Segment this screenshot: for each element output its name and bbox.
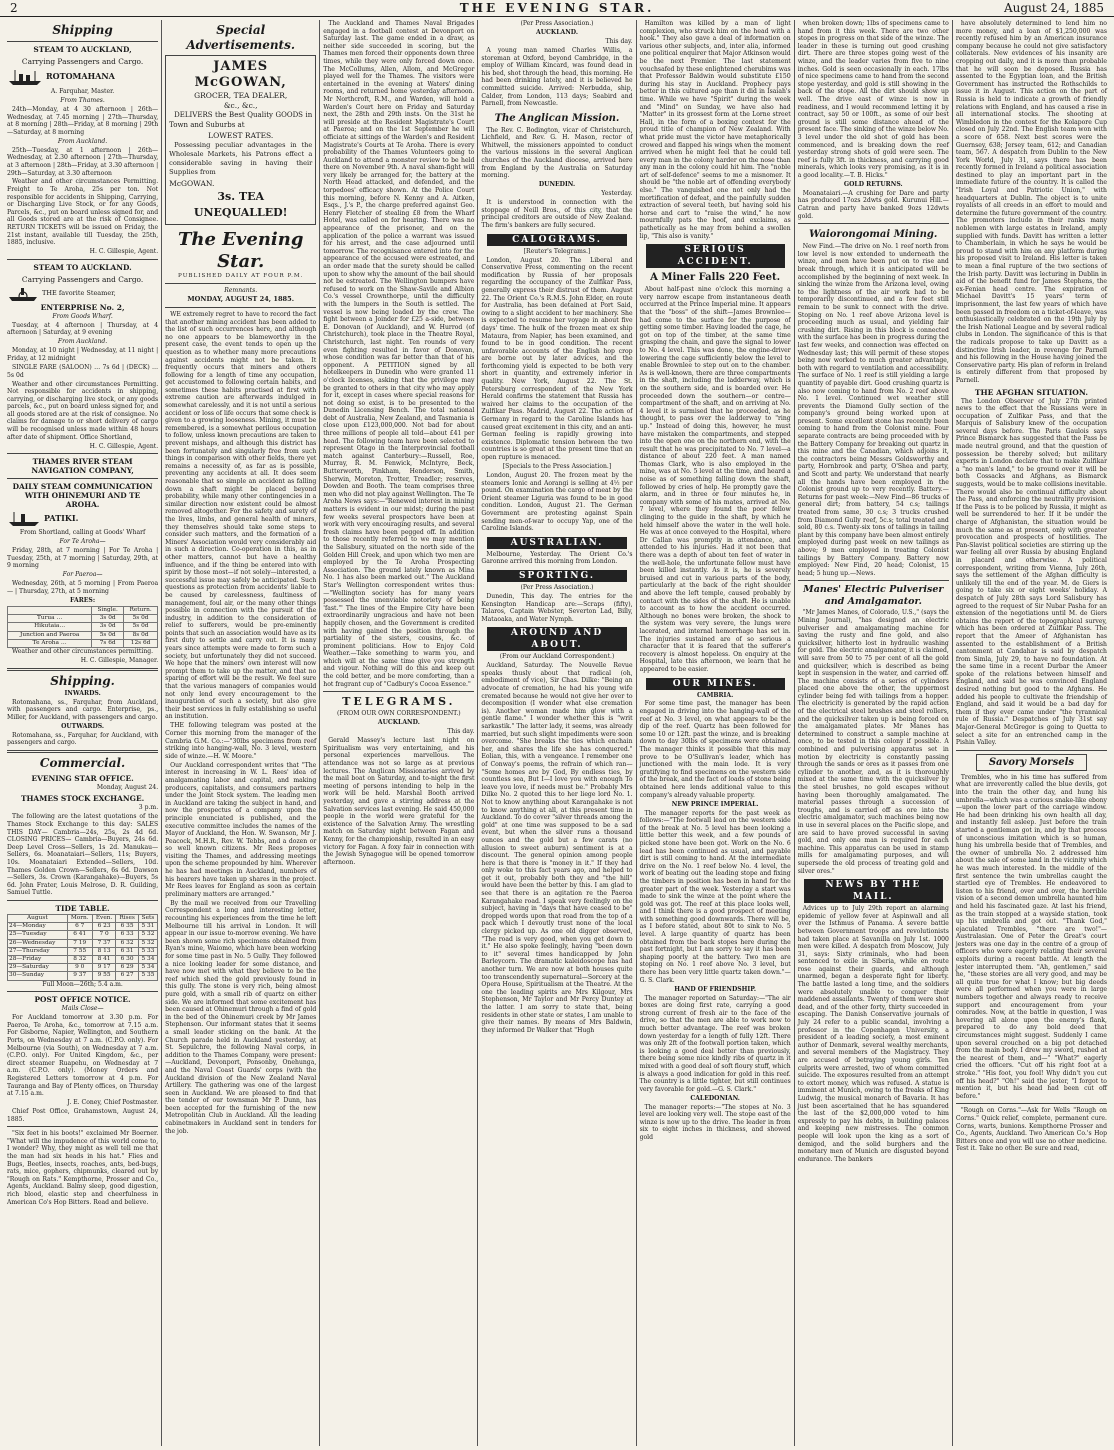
sched-head: From Auckland. — [57, 137, 108, 145]
tide-col: Morn. — [67, 914, 92, 922]
inwards-head: INWARDS. — [64, 689, 101, 697]
cell: 6 30 — [116, 955, 138, 963]
cell: 5 32 — [138, 931, 157, 939]
section-heading-special: Special Advertisements. — [186, 23, 296, 52]
table-row — [8, 955, 158, 963]
ship-name: ENTERPRISE No. 2, — [40, 302, 125, 312]
mine-text: The manager reported on Saturday:—"The air boxes are doing first rate, carrying a good strong current of fresh air to the face of the drive, so that the men are able to work now to much better advantage. The reef was broken down yesterday for a length of fully 12ft. There was only 2ft of the footwall portion taken, which is looking a good deal better than previously, there being some nice kindly ribs of quartz in it mixed with a good deal of soft floury stuff, which is always a good indication for gold in this reef. The country is a little tighter, but still continues very favorable for gold.—G. S. Clark." — [639, 994, 791, 1093]
column-7 — [953, 20, 1110, 1446]
cable-sub: [Reuter's Telegrams.] — [523, 247, 591, 255]
section-heading-commercial: Commercial. — [39, 755, 126, 770]
advert-trade: GROCER, TEA DEALER, — [194, 91, 288, 100]
section-heading-mines: OUR MINES. — [646, 678, 785, 690]
news-text: It is understood in connection with the stoppage of Neill Bros., of this city, that the principal creditors are outside of New Zealand. The firm's bankers are fully secured. — [481, 199, 633, 229]
table-row — [8, 631, 158, 639]
fares-text: SINGLE FARE (SALOON) … 7s 6d | (DECK) … 5s 0d — [7, 363, 159, 379]
cell: 6 32 — [116, 939, 138, 947]
cell: 9 0 — [67, 964, 92, 972]
savory-text: Trembles, who in his time has suffered from what are irreverently called the blue devils, got into the train the other day, and hung his umbrella—which was a curious snake-like ebony—upon the lower part of the carriage window. He had been drinking his own health all day, and instantly fell asleep. Just before the train started a gentleman got in, and by that process of unconscious imitation which is so human, hung his umbrella beside that of Trembles, and the owner of umbrella No. 2 addressed him about the sale of some land in the vicinity which he was much interested. In the middle of the first sentence the twin umbrellas caught the startled eye of Trembles. He endeavored to listen to his friend, over and over, the horrible vision of a second demon umbrella haunted him and held his fascinated gaze. At last his friend, as the train stopped at a wayside station, took up his umbrella and got out. "Thank God," ejaculated Trembles, "there are two!"—Australasian. One of Peter the Great's court jesters was one day in the centre of a group of officers who were eagerly relating their several exploits during a recent battle. At length the jester interrupted them. "Ah, gentlemen," said he, "these stories are all very good, and may be all quite true for what I know; but big deeds were all performed when you were in large numbers together and always ready to receive support and encouragement from your comrades. Now, at the battle in question, I was hovering all alone upon the enemy's flank, prepared to do any bold deed that circumstances might suggest. Suddenly I came upon several crouched on a big pot detached from the main body. I drew my sword, rushed at the nearest of them, and—" "What?" eagerly cried the officers. "Cut off his right foot at a stroke." "His foot, you fool! Why didn't you cut off his head?" "Oh!" said the jester, "I forgot to mention it, but his head had been cut off before." — [955, 773, 1107, 1100]
post-sign: Chief Post Office, Grahamstown, August 24, 1885. — [7, 1108, 159, 1123]
cell: 6 7 — [67, 923, 92, 931]
office-title: EVENING STAR OFFICE. — [31, 773, 134, 783]
section-heading-afghan: THE AFGHAN SITUATION. — [974, 387, 1088, 397]
columns — [4, 20, 1110, 1446]
mine-text: The manager reports:—"The stopes at No. 3 level are looking very well. The stope east of the winze is now up to the drive. The leader in from six to eight inches in thickness, and showed gold — [639, 1103, 791, 1142]
advert-etc: &c., &c., — [223, 101, 258, 110]
schedule-text: Monday, at 10 night | Wednesday, at 11 night | Friday, at 12 midnight — [7, 347, 159, 362]
schedule-text: Friday, 28th, at 7 morning | For Te Aroha | Tuesday, 25th, at 7 morning | Saturday, 29th, at 9 morning — [7, 547, 159, 570]
issue-date: August 24, 1885 — [1003, 1, 1104, 15]
dateline-place: DUNEDIN. — [538, 181, 576, 189]
advert-text: "Six feet in his boots!" exclaimed Mr Boerner. "What will the impudence of this world come to, I wonder? Why, they might as well tell me that the man had six heads in his hat." Flies and Bugs, Beetles, insects, roaches, ants, bed-bugs, rats, mice, gophers, chipmunks, cleared out by "Rough on Rats." Kempthorne, Prosser and Co., Agents, Auckland. Balmy sleep, good digestion, rich blood, elastic step and cheerfulness in American Co's Hop Bitters. Read and believe. — [7, 1130, 159, 1206]
cell: 27—Thursday — [8, 947, 68, 955]
notice-text: Weather and other circumstances Permitting. Not responsible for accidents in shipping, carrying, or discharging live stock, or any goods parcels, &c., put on board unless signed for, and all goods stored are at the risk of consignee. No claims for damage to or short delivery of cargo will be recognised unless made within 48 hours after date of shipment. Office Shortland, — [7, 380, 159, 441]
steam-sub: Carrying Passengers and Cargo. — [21, 274, 144, 284]
sport-text: Dunedin, This day. The entries for the Kensington Handicap are:—Scraps (fifty), Talaros, Captain Webster, Severton Lad, Billy, Mataoaka, and Water Nymph. — [481, 592, 633, 623]
cell: 5 34 — [138, 955, 157, 963]
section-heading-australian: AUSTRALIAN. — [487, 537, 626, 549]
mcgowan-advert — [165, 55, 316, 225]
editorial-text: WE extremely regret to have to record the fact that another mining accident has been added to the list of such occurrences here, and although no one appears to be blameworthy in the present case, the event tends to open up the question as to whether many more precautions against accidents might not be taken. It frequently occurs that miners and others following for a length of time any occupation, get accustomed to following certain habits, and sometimes these habits practised at first with extreme caution are afterwards indulged in somewhat carelessly, and it is not until a serious accident or loss of life occurs that some check is given to a growing looseness. Mining, it must be remembered, is a somewhat perilous occupation to follow, unless known precautions are taken to prevent mishaps, and although this district has been fortunately and singularly free from such things in comparison with other fields, there yet remains a necessity of, as far as is possible, preventing any accidents at all. It does seem reasonable that so simple an accident as falling down a shaft might be placed beyond probability, while many other contingencies in a similar direction now existent could be almost removed altogether. For the safety and surety of the lives, limbs, and general health of miners, they themselves should take some steps to consider such matters, and the formation of a Miners' Association would very considerably aid in such a direction. Co-operation in this, as in other matters, cannot but have a healthy influence, and if the thing be entered into with spirit by those most—if not solely—interested, a successful issue may safely be anticipated. Such questions as protection from accidents' liable to be caused by carelessness, faultiness of management, foul air, or the many other things possible in connection with the pursuit of the industry, in addition to the consideration of relief to sufferers, would be pre-eminently points that such an association would have as its first duty to settle and carry out. It is many years since attempts were made to form such a society, but unfortunately they did not succeed. We hope that the miners' own interest will now prompt them to take up the matter, and that no sparing of effort will be the result. We feel sure that the various managers of companies would not only lend every encouragement to the inauguration of such a society, but also give their best services in fully establishing so useful an institution. — [165, 310, 317, 721]
mine-name: HAND OF FRIENDSHIP. — [674, 985, 756, 993]
mine-text: when broken down; 1lbs of specimens came to hand from it this week. There are two other stopes in progress on that side of the winze. The leader in these is turning out good crushing dirt. There are three stopes going west of the winze, and the leader varies from five to nine inches. Gold is seen occasionally in each. 17lbs of nice specimens came to hand from the second stope yesterday, and gold is still showing in the back of the stope. All the dirt should show up well. The drive east of winze is now in readiness, and I would recommend letting it by contract, say 50 or 100ft., as some of our best ground is still some distance ahead of the present face. The sinking of the winze below No. 3 level under the old shot of gold has been commenced, and is breaking down the reef yesterday strong shots of gold were seen. The reef is fully 3ft. in thickness, and carrying good minerals, which looks very promising, as it is in a good locality.—T. B. Hicks." — [797, 20, 949, 179]
sched-head: From Goods Wharf. — [52, 312, 113, 320]
cell: 6 29 — [116, 964, 138, 972]
mine-text: For some time past, the manager has been engaged in driving into the hanging-wall of the reef at No. 3 level, on what appears to be the dip of the reef. Quartz has been followed for some 10 or 12ft. past the winze, and is breaking down to day 30lbs of specimens were obtained. The manager thinks it possible that this may prove to be O'Sullivan's leader, which has junctioned with the main lode. It is very gratifying to find specimens on the western side of the break, and the fact of loads of stone being obtained here lends additional value to this company's already valuable property. — [639, 700, 791, 799]
outwards-text: Rotomahana, ss., Farquhar, for Auckland, with passengers and cargo. — [7, 731, 159, 747]
dateline-place: AUCKLAND. — [536, 28, 578, 36]
mining-text: New Find.—The drive on No. 1 reef north from low level is now extended to underneath the winze, and men have been put on to rise and break through, which it is anticipated will be accomplished by the beginning of next week. In sinking the winze from the Arizona level, owing to the lightness of the air work had to be temporarily discontinued, and a few feet still remain to be sunk to connect with the drive. Stoping on No. 1 reef above Arizona level is proceeding much as usual, and yielding fair crushing dirt. Rising in this block is connected with the surface has been in progress during the last few weeks, and connection was effected on Wednesday last; this will permit of these stopes being now worked to much greater advantage, both with regard to ventilation and accessibility. The surface of No. 1 reef is still yielding a large quantity of payable dirt. Good crushing quartz is also now coming to hand from No. 2 reef above No. 1 level. Continued wet weather still prevents the Diamond Gully section of the company's ground being worked upon at present. Some excellent stone has recently been coming to hand from the Colonist mine. Four separate contracts are being proceeded with by the Battery Company for breaking out quartz in this mine and the Canadian, which adjoins it, the contractors being Messrs Goldsworthy and party, Hornbrook and party, O'Shea and party, and Scott and party. We understand that nearly all the hands have been employed in the Colonist ground up to very recently. Battery.—Returns for past week:—New Find—86 trucks of general dirt; from battery, 54 c.s; tailings treated from same, 30 c.s; 3 trucks crushed from Diamond Gully reef, 5c.s; total treated and sold, 80 c.s. Twenty-six tons of tailings in tailing plant by this company have been almost entirely employed during past week on new tailings as above; 9 men employed in treating Colonist tailings by Battery Company. Battery now employed: New Find, 20 head; Colonist, 15 head; 5 hung up.—News. — [797, 243, 949, 577]
tide-table — [7, 914, 158, 981]
table-row — [8, 964, 158, 972]
section-heading-savory: Savory Morsels — [976, 754, 1087, 771]
tide-col: Rises — [116, 914, 138, 922]
page-number: 2 — [10, 1, 18, 15]
section-heading-sporting: SPORTING. — [487, 570, 626, 582]
exchange-title: THAMES STOCK EXCHANGE. — [20, 794, 145, 804]
steamship-icon — [7, 511, 41, 527]
cell: 6 31 — [116, 947, 138, 955]
column-5 — [637, 20, 795, 1446]
mine-name: CAMBRIA. — [697, 691, 734, 699]
ship-patiki — [7, 511, 158, 527]
cell: 5 34 — [138, 964, 157, 972]
cell: 7 0 — [92, 931, 116, 939]
ship-rotomahana — [7, 68, 158, 86]
fares-table — [7, 606, 158, 648]
cell: 8 13 — [92, 947, 116, 955]
press-assoc-label: (Per Press Association.) — [520, 20, 594, 27]
news-text: The Auckland and Thames Naval Brigades engaged in a football contest at Devonport on Saturday last. The game ended in a draw, as neither side succeeded in scoring, but the Thames men forced their opponents down three times, while they were only forced down once. The McCollums, Allen, Allom, and McGregor played well for the Thames. The visitors were entertained in the evening at Waters' dining rooms, and returned home yesterday afternoon. Mr Northcroft, R.M., and Warden, will hold a Warden's Court here on Friday and Saturday next, the 28th and 29th insts. On the 31st he will preside at the Resident Magistrate's Court at Paeroa; and on the 1st September he will officiate at sittings of the Warden's and Resident Magistrate's Courts at Te Aroha. There is every probability of the Thames Volunteers going to Auckland to attend a monster review to be held there on November 9th. A naval sham-fight will very likely be arranged for, the battery at the North Head attacked, and defended, and the torpedoes' efficacy shown. At the Police Court this morning, before N. Kenny and A. Aitken, Esqs., J.'s P., the charge preferred against Geo. Henry Fletcher of stealing £8 from the Wharf Hotel, was called on for hearing. There was no appearance of the prisoner, and on the application of the police a warrant was issued for his arrest, and the case adjourned until tomorrow. The recognisance entered into for the appearance of the accused were estreated, and an order made that the surety should be called upon to show why the amount of the bail should not be estreated. The Wellington bumpers have refused to work on the Shaw-Savile and Albion Co.'s vessel Crownthorpe, until the difficulty with the lumpers in the South is settled. The vessel is now being loaded by the crew. The fight between a Joinder for £25 a-side, between E. Donovan (of Auckland), and W. Hurrod (of Christchurch), took place in the Theatre Royal, Christchurch, last night. Ten rounds of very even fighting resulted in favor of Donovan, whose condition was far better than that of his opponent. A PETITION signed by all hotelkeepers in Dunedin who were granted 11 o'clock licenses, asking that the privilege may be granted to others in that city who may apply for it, except in cases where special reasons for not doing so exist, is to be presented to the Dunedin Licensing Bench. The total national debt of Australia, New Zealand, and Tasmania is close upon £123,000,000. Not bad for about three millions of people all told—about £41 per head. The following team have been selected to represent Otago in the Interprovincial football match against Canterbury:—Russell, Roe, Murray, R. M. Fenwick, McIntyre, Beck, Butterworth, Pinkham, Henderson, Smith, Sherwin, Moreton, Trotter, Treadler; reserves, Dowden and Booth. The team comprises three men who did not play against Wellington. The Te Aroha News says:—"Renewed interest in mining matters is evident in our midst; during the past few weeks several prospectors have been at work with very encouraging results, and several fresh claims have been pegged off. In addition to those recently referred to we may mention the Salisbury, situated on the north side of the Golden Hill Creek, and upon which two men are employed by the Te Aroha Prospecting Association. The ground lately known as Mina No. 1 has also been marked out." The Auckland Star's Wellington correspondent writes thus:—"Wellington society has for many years possessed the unenviable notoriety of being 'fast.'" The lines of the Empire City have been extraordinarily ungracious and have not been happily chosen, and the Government is credited with having gained the position through the partiality of the sisters, cousins, &c. of prominent politicians. How to Enjoy Cold Weather.—Take something to warm you, and which will at the same time give you strength and vigour. Nothing will do this and keep out the cold better, and be more comforting, than a hot fragrant cup of "Cadbury's Cocoa Essence." — [323, 20, 475, 688]
cell: 3s 0d — [92, 615, 124, 623]
table-row — [8, 972, 158, 980]
returns-head: GOLD RETURNS. — [843, 180, 903, 188]
advert-text: LOWEST RATES. — [208, 131, 274, 141]
mine-name: NEW PRINCE IMPERIAL. — [671, 800, 759, 808]
section-heading-shipping: Shipping. — [50, 673, 115, 688]
news-text: The Rev. C. Bodington, vicar of Christchurch, Lichfield, and Rev. G. H. Mason, rector of Whitwell, the missioners appointed to conduct the various missions in the several Anglican churches of the Auckland diocese, arrived here from England by the Australia on Saturday morning. — [481, 126, 633, 180]
fares-col — [8, 606, 92, 614]
steam-auckland-sub: Carrying Passengers and Cargo. — [21, 57, 144, 66]
steam-auckland-title: STEAM TO AUCKLAND, — [33, 45, 132, 54]
column-3 — [320, 20, 478, 1446]
afghan-text: The London Observer of July 27th printed news to the effect that the Russians were in occupation of Zulfikar Pass, and that the Marquis of Salisbury knew of the occupation several days before. The Paris Gaulois says Prince Bismarck has suggested that the Pass be made neutral ground, and that the question of possession be thereby solved; but military experts in London declare that to make Zulfikar a "no man's land," to be ground over it will be both Cossacks and Afghans, as Bismarck suggests, would be to make collisions inevitable. There would also be continual difficulty about the Pass, and enforcing the neutrality provision. If the Pass is to be policed by Russia, it might as well be surrendered to her. If it be under the charge of Afghanistan, the situation would be much the same as at present, only with greater provocation and prospects of hostilities. The Pan-Slavist political societies are stirring up the war feeling all over Russia by abusing England in placard and otherwise. A political correspondent, writing from Vienna, July 26th, says the settlement of the Afghan difficulty is unlikely till the end of the year. M. de Giers is going to take six or eight weeks' holiday. A despatch of July 28th says Lord Salisbury has agreed to the request of Sir Nubar Pasha for an extension of the negotiations until M. de Giers obtains the report of the topographical survey, which has been ordered at Zulfikar Pass. The report that the Ameer of Afghanistan has assented to the establishment of a British cantonment at Candahar is said by despatch from Simla, July 29, to have no foundation. At the same time in a recent Durbar the Ameer spoke of the relations between himself and England, and said he was convinced England desired nothing but good to the Afghans. He added his people to cultivate the friendship of England, and said it would be a bad day for them if they ever came under "the tyrannical rule of Russia." Despatches of July 31st say Major-General McGregor is going to Quetta to select a site for an entrenched camp in the Pishin Valley. — [955, 397, 1107, 747]
cell: 6 35 — [116, 923, 138, 931]
cell: 7 55 — [67, 947, 92, 955]
cell: 7 37 — [92, 939, 116, 947]
advert-tea: 3s. TEA UNEQUALLED! — [193, 189, 288, 219]
dateline-day: This day. — [605, 37, 633, 45]
post-text: For Auckland tomorrow at 3.30 p.m. For Paeroa, Te Aroha, &c., tomorrow at 7.15 a.m. For Gisborne, Napier, Wellington, and Southern Ports, on Wednesday at 7 a.m. (C.P.O. only). For Melbourne (via South), on Wednesday at 7 a.m. (C.P.O. only). For United Kingdom, &c., per direct steamer Ruapehu, on Wednesday at 7 a.m. (C.P.O. only). (Money Orders and Registered Letters tomorrow at 4 p.m. For Tauranga and Bay of Plenty offices, on Thursday at 7.15 a.m. — [7, 1014, 159, 1098]
section-heading-shipping: Shipping — [52, 23, 113, 37]
section-heading-manes: Manes' Electric Pulveriser and Amalgamator. — [803, 584, 944, 608]
news-text: A young man named Charles Willis, a storeman at Oxford, beyond Cambridge, in the employ of William Kincard, was found dead in his bed, shot through the head, this morning. He had been drinking lately, and it is believed he committed suicide. Arrived: Nerbudda, ship, Calder, from London, 113 days; Seabird and Parnell, from Newcastle. — [481, 46, 633, 108]
table-row — [8, 615, 158, 623]
news-text: By the mail we received from our Travelling Correspondent a long and interesting letter, recounting his experiences from the time he left Melbourne till his arrival in London. It will appear in our issue to-morrow evening. We have been shown some rich specimens obtained from Ryan's mine, Waiomo, which have been working for some time past in No. 5 Gully. They followed a nice looking leader for some distance, and have now met with what they believe to be the reef which shed the gold previously found in this gully. The stone is very rich, being almost pure gold, with a small rib of quartz on either side. We are informed that some excitement has been caused at Ohinemuri through a find of gold in the bed of the Ohinemuri creek by Mr James Stephenson. Our informant states that it seems a small leader sticking on the bank. At the Church parade held in Auckland yesterday, at St. Sepulchre, the following Naval corps, in addition to the Thames Company, were present:—Auckland, Devonport, Ponsonby, Onehunga, and the Naval Coast Guards' corps (with the Auckland division of the New Zealand Naval Artillery. The gathering was one of the largest seen in Auckland. We are pleased to find that the tender of our townsman Mr P. Dunn, has been accepted for the furnishing of the new Metropolitan Club in Auckland. All the leading cabinetmakers in Auckland sent in tenders for the job. — [165, 899, 317, 1135]
cell: 5 33 — [138, 947, 157, 955]
paddle-steamer-icon — [7, 286, 39, 302]
table-row — [8, 623, 158, 631]
masthead — [0, 0, 1114, 17]
paper-title: The Evening Star. — [177, 228, 304, 272]
dateline-day: This day. — [447, 728, 475, 736]
section-heading-accident: SERIOUS ACCIDENT. — [646, 244, 785, 268]
tide-moon: Full Moon—26th; 5.4 a.m. — [42, 980, 123, 988]
cell: Te Aroha … — [8, 639, 92, 647]
column-4 — [478, 20, 636, 1446]
published-line: PUBLISHED DAILY AT FOUR P.M. — [178, 272, 304, 279]
column-1 — [4, 20, 162, 1446]
issue-date-line: MONDAY, AUGUST 24, 1885. — [187, 295, 295, 304]
agent-name: H. C. Gillespie, Agent. — [89, 442, 159, 450]
ship-name: PATIKI. — [44, 513, 79, 524]
table-row — [8, 939, 158, 947]
table-row — [8, 639, 158, 647]
cell: 7s 6d — [92, 639, 124, 647]
notice-text: Weather and other circumstances permitting. — [12, 647, 154, 655]
company-title: THAMES RIVER STEAM NAVIGATION COMPANY, — [31, 457, 134, 476]
table-row — [8, 931, 158, 939]
section-heading-telegrams: TELEGRAMS. — [342, 695, 456, 709]
section-heading-around: AROUND AND ABOUT. — [487, 627, 626, 651]
telegrams-sub: (FROM OUR OWN CORRESPONDENT.) — [337, 710, 461, 718]
cell: 8s 0d — [123, 631, 157, 639]
fares-head: FARES: — [70, 596, 96, 604]
cell: 6 41 — [67, 931, 92, 939]
schedule-text: Tuesday, at 4 afternoon | Thursday, at 4 afternoon | Saturday, at 9 evening — [7, 321, 159, 337]
ship-master: A. Farquhar, Master. — [50, 88, 115, 95]
cell: 24—Monday — [8, 923, 68, 931]
news-text: Melbourne, Yesterday. The Orient Co.'s Garonne arrived this morning from London. — [481, 550, 633, 566]
agent-name: H. C. Gillespie, Agent. — [89, 248, 159, 256]
cell: Turua … — [8, 615, 92, 623]
table-row — [8, 923, 158, 931]
cell: 28—Friday — [8, 955, 68, 963]
cell: 29—Saturday — [8, 964, 68, 972]
cell: 8 41 — [92, 955, 116, 963]
schedule-text: 25th—Tuesday, at 1 afternoon | 26th—Wednesday, at 2.30 afternoon | 27th—Thursday, at 3 afternoon | 28th—Friday, at 3.30 afternoon | 29th—Saturday, at 3.30 afternoon — [7, 146, 159, 177]
ship-name: ROTOMAHANA — [46, 71, 115, 82]
newspaper-title: THE EVENING STAR. — [459, 1, 655, 15]
sched-head: For Te Aroha— — [59, 538, 106, 546]
inwards-text: Rotomahana, ss., Farquhar, from Auckland, with passengers and cargo. Enterprise, ps., Miller, for Auckland, with passengers and cargo. — [7, 698, 159, 721]
sport-sub: (Per Press Association.) — [520, 583, 594, 591]
fares-col: Return. — [123, 606, 157, 614]
accident-text: About half-past nine o'clock this morning a very narrow escape from instantaneous death occurred at the Prince Imperial mine. It appears that the "boss" of the shift—James Brownlee—had come to the surface for the purpose of getting some timber. Having loaded the cage, he got on top of the timber, at the same time grasping the chain, and gave the signal to lower to No. 4 level. This was done, the engine-driver lowering the cage sufficiently below the level to enable Brownlee to step out on to the chamber. As is well-known, there are three compartments in the shaft, including the ladderway, which is on the southern side, and is boarded over. He proceeded down the southern—or centre—compartment of the shaft, and on arriving at No. 4 level it is surmised that he proceeded, as he thought, to pass over the ladderway to "ring up." Instead of doing this, however, he must have mistaken the compartments, and stepped into the open one on the northern end, with the result that he was precipitated to No. 7 level—a distance of about 220 feet. A man named Thomas Clark, who is also employed in the mine, was at No. 5 level at the time, and heard a noise as of something falling down the shaft, followed by cries of help. He promptly gave the alarm, and in three or four minutes he, in company with some of his mates, arrived at No. 7 level, where they found the poor fellow clinging to the guide in the shaft, by which he held himself above the water in the well hole. He was at once conveyed to the Hospital, where Dr Callan was promptly in attendance, and attended to his injuries. Had it not been that there was a depth of about ten feet of water in the well-hole, the unfortunate fellow must have been killed instantly. As it is, he is severely bruised and cut in various parts of the body, particularly at the back of the right shoulder and above the left temple, caused probably by contact with the sides of the shaft. He is unable to account as to how the accident occurred. Although no bones were broken, the shock to the system was very severe, the lungs were lacerated, and internal hemorrhage has set in. The injuries sustained are of so serious a character that it is feared that the sufferer's recovery is almost hopeless. On enquiry at the Hospital, late this afternoon, we learn that he appeared to be easier. — [639, 286, 791, 673]
agent-name: H. C. Gillespie, Manager. — [80, 656, 159, 664]
cell: 5s 0d — [92, 631, 124, 639]
cell: 7 19 — [67, 939, 92, 947]
telegram-text: THE following telegram was posted at the Corner this morning from the manager of the Cambria G.M. Co.:—"30lbs specimens from reef striking into hanging-wall, No. 3 level, western side of winze.—H. W. Moore." — [165, 722, 317, 760]
schedule-text: Wednesday, 26th, at 5 morning | From Paeroa— | Thursday, 27th, at 5 morning — [7, 580, 159, 595]
cell: 9 17 — [92, 964, 116, 972]
cell: 30—Sunday — [8, 972, 68, 980]
section-heading-waiorongomai: Waiorongomai Mining. — [809, 229, 938, 241]
news-text: have absolutely determined to lend him no more money, and a loan of $1,250,000 was recently refused him by an American insurance company because he could not give satisfactory collaterals. New evidences of his insanity are cropping out daily, and it is more than probable that he will soon be deposed. Russia has assented to the Egyptian loan, and the British Government has instructed the Rothschilds to issue it in August. This action on the part of Russia is held to indicate a growth of friendly relations with England, and has caused a rise in all international stocks. The shooting at Wimbledon in the contest for the Kolapore Cup closed on July 22nd. The English team won with a score of 658. Next best scores were the Guernsey, 638; Jersey team, 612; and Canadian team, 567. A despatch from Dublin to the New York World, July 31, says there has been recently formed in Ireland a political association destined to play an important part in the immediate future of the country. It is called the "Irish Loyal and Patriotic Union," with headquarters at Dublin. The object is to unite royalists of all creeds in an effort to mould and determine the future government of the country. The promoters include in their ranks many noblemen with large estates in Ireland, amply supplied with funds. Davitt has written a letter to Chamberlain, in which he says he would be proud to stand with him on any platform during his proposed visit to Ireland. His letter is taken to mean a final rupture of the two sections of the Irish party. Davitt was lecturing in Dublin in aid of the benefit fund for James Stephens, the ex-Fenian head centre. The expiration of Michael Davitt's 15 years' term of imprisonment, the last few years of which have been passed in freedom on a ticket-of-leave, was enthusiastically celebrated on the 19th July by the Irish National League and by several radical clubs in London. The significance of this is that the radicals propose to take up Davitt as a distinctive Irish leader, in revenge for Parnell and his following in the House having joined the Conservative party. His plan of reform in Ireland is entirely different from that proposed by Parnell. — [955, 20, 1107, 384]
column-2 — [162, 20, 320, 1446]
cell: 25—Tuesday — [8, 931, 68, 939]
telegram-text: Gerald Massey's lecture last night on Spiritualism was very entertaining, and his personal experiences marvellous. The attendance was not so large as at previous lectures. The Anglican Missionaries arrived by the mail boat on Saturday, and to-night the first meeting of persons intending to help in the work will be held. Marshal Booth arrived yesterday, and gave a stirring address at the Salvation services last evening. He said 450,000 people in the world were grateful for the existence of the Salvation Army. The wrestling match on Saturday night between Fagan and Kenny, for the championship, resulted in an easy victory for Fagan. A foxy fair in connection with the Jewish Synagogue will be opened tomorrow afternoon. — [323, 737, 475, 866]
ship-intro: THE favorite Steamer, — [42, 289, 116, 298]
ship-from: From Shortland, calling at Goods' Wharf — [19, 529, 146, 537]
exchange-text: The following are the latest quotations of the Thames Stock Exchange to this day: SALES THIS DAY— Cambria—24s, 25s, 2s 4d 6d. CLOSING PRICES— Cambria—Buyers, 24s 6d. Deep Level Cross—Sellers, 1s 2d. Manukau—Sellers, 6s. Moanataiari—Sellers, 11s; Buyers, 10s. Moanataiari Extended—Sellers, 10d. Thames Golden Crown—Sellers, 6s 6d. Dawson—Sellers, 3s. Crown (Karangahake)—Buyers, 5s 6d. John Frater, Louis Melrose, D. R. Guilding, Samuel Tuttle. — [7, 813, 159, 897]
cell: 5 32 — [138, 939, 157, 947]
sched-head: For Paeroa— — [62, 571, 103, 579]
steamship-icon — [7, 68, 43, 86]
cell: 5 35 — [138, 972, 157, 980]
advert-text: McGOWAN. — [169, 178, 215, 188]
cell: 26—Wednesday — [8, 939, 68, 947]
tide-title: TIDE TABLE. — [55, 903, 110, 913]
table-row — [8, 947, 158, 955]
post-title: POST OFFICE NOTICE. — [34, 995, 131, 1005]
advert-text: Possessing peculiar advantages in the Wholesale Markets, his Patrons effect a considerable saving in having their Supplies from — [169, 141, 313, 177]
cell: 6 33 — [116, 931, 138, 939]
remnants-label: Remnants. — [224, 287, 258, 295]
accident-subhead: A Miner Falls 220 Feet. — [650, 272, 781, 284]
section-heading-news-mail: NEWS BY THE MAIL. — [804, 879, 943, 903]
news-text: Advices up to July 29th report an alarming epidemic of yellow fever at Aspinwall and all over the Isthmus of Panama. A severe battle between Government troops and revolutionists had taken place at Savanilla on July 1st. 1000 men were killed. A despatch from Moscow, July 31, says: Sixty criminals, who had been sentenced to exile in Siberia, while en route rose against their guards, and although unarmed, began a desperate fight for liberty. The battle lasted a long time, and the soldiers were absolutely unable to conquer their maddened assailants. Twenty of them were shot dead, and of the other forty, thirty succeeded in escaping. The Danish Conservative journals of July 24 refer to a public scandal, involving a professor in the Copenhagen University, a president of a leading society, a most eminent author of Denmark, several wealthy merchants, and several members of the Magistracy. They are accused of betraying young girls. Ten culprits were arrested, two of whom committed suicide. The exposures resulted from an attempt to extort money, which was refused. A statue is imminent at Munich, owing to the freaks of King Ludwig, the musical monarch of Bavaria. It has just been ascertained that he has squandered the last of the $2,000,000 voted to him expressly to pay his debts, in building palaces and keeping new mistresses. The common people will look upon the king as a sort of demigod, and the solid burghers and the monetary men of Munich are disgusted beyond endurance. The bankers — [797, 905, 949, 1163]
outwards-head: OUTWARDS. — [61, 722, 105, 730]
cell: Hikutaia… — [8, 623, 92, 631]
dateline-place: AUCKLAND. — [377, 719, 420, 727]
manes-text: "Mr James Manes, of Colorado, U.S.," (says the Mining Journal), "has designed an electric pulveriser and amalgamating machine for saving the rusty and fine gold, and also quicksilver, hitherto lost in hydraulic washing for gold. The electric amalgamator, it is claimed, will save from 50 to 75 per cent of all the gold and quicksilver, which is described as being kept in suspension in the water, and carried off. The machine consists of a series of cylinders placed one above the other, the uppermost cylinder being fed with tailings from a hopper. The electricity is generated by the rapid action of the electrical steel brushes and steel rollers, and the quicksilver taken up is being forced on the amalgamated plates. Mr Manes has determined to construct a sample machine at once, to be tested in this colony if possible. A combined and pulverising apparatus set in motion by electricity is constantly passing through the sands or ores as it passes from one cylinder to another, and, as it is thoroughly mixed at the same time with the quicksilver by the steel brushes, no gold escapes without having been thoroughly amalgamated. The material passes through a succession of troughs, and is carried off as ore into the electric amalgamator, such machines being now in use in several places on the Pacific slope, and are said to have proved successful in saving gold, and only one man is required for each machine. This apparatus can be used in stamp mills for amalgamating purposes, and will supersede the old process of treating gold and silver ores." — [797, 609, 949, 875]
advert-text: DELIVERS the Best Quality GOODS in Town and Suburbs at — [169, 111, 313, 129]
cell: 8 32 — [67, 955, 92, 963]
mine-name: CALEDONIAN. — [690, 1094, 740, 1102]
daily-title: DAILY STEAM COMMUNICATION WITH OHINEMURI AND TE AROHA. — [12, 482, 153, 510]
cell: 5 31 — [138, 923, 157, 931]
special-text: London, August 20. The frozen meat by the steamers Ionic and Aorangi is selling at 4½ per pound. On examination the cargo of meat by the Orient steamer Liguria was found to be in good condition. London, August 21. The German Government are protesting against Spain sending men-of-war to occupy Yap, one of the Caroline Islands. — [481, 471, 633, 533]
cell: 5s 0d — [123, 623, 157, 631]
notice-text: Weather and other circumstances Permitting. Freight to Te Aroha, 25s per ton. Not responsible for accidents in Shipping, Carrying, or Discharging Live Stock, or for any Goods, Parcels, &c., put on board unless signed for, and all Goods stored are at the risk of Consignee. RETURN TICKETS will be issued on Friday, the 21st instant, available till Tuesday, the 25th, 1885, inclusive. — [7, 178, 159, 247]
office-date: Monday, August 24. — [96, 783, 159, 791]
tide-col: August — [8, 914, 68, 922]
advert-name: JAMES McGOWAN, — [194, 59, 287, 90]
around-text: Hamilton was killed by a man of light complexion, who struck him on the head with a hook." They also gave a deal of information on various other subjects, and, inter alia, informed one political enquirer that Major Atkinson would be the next Premier. The last statement vouchsafed by these enlightened cherubims was that Professor Baldwin would substitute £150 during his stay in Auckland. Prophecy pays better in this cultured age than it did in Isaiah's time. While we have "Spirit" during the week and "Mind" on Sunday, we have also had "Matter" in its grossest form at the Lorne street Hall, in the form of a boxing contest for the proud title of champion of New Zealand. With what pride must the victor have metaphorically crowed and flapped his wings when the moment arrived when he might feel that he could tell every man in the colony harder on the nose than any man in the colony could hit him. The "noble art of self-defence" seems to me a misnomer. It should be "the noble art of offending everybody else." The vanquished one not only had the mortification of defeat, and the painfully sudden extraction of several teeth, but having sold his horse and cart to "raise the wind," he now mournfully pats the hoof, and exclaims, as pathetically as he may from behind a swollen lip, "This also is vanity." — [639, 20, 791, 240]
ship-enterprise — [7, 286, 158, 302]
post-sign: J. E. Coney, Chief Postmaster. — [67, 1099, 159, 1107]
mine-text: The manager reports for the past week as follows:—"The footwall lead on the western side of the break at No. 5 level has been looking a little better this week, and a few pounds of picked stone have been got. Work on the No. 6 lead has been continued as usual, and payable dirt is still coming to hand. At the intermediate drive on the No. 1 reef below No. 4 level, the work of beating out the leading stope and fixing the timbers in position has been in hand for the greater part of the week. Yesterday a start was made to sink the winze at the point where the gold was got. The reef at this place looks well, and I think there is a good prospect of meeting with something good downwards. There will be, as I before stated, about 80t to sink to No. 5 level. A large quantity of quartz has been obtained from the back stopes here during the past fortnight, but I am sorry to say it has been shaping poorly at the battery. Two men are stoping on No. 1 reef above No. 3 level, but there has been very little quartz taken down."—G. S. Clark. — [639, 809, 791, 984]
tide-col: Sets — [138, 914, 157, 922]
dateline-day: Yesterday. — [601, 190, 633, 198]
tide-col: Even. — [92, 914, 116, 922]
cell: 3s 0d — [92, 623, 124, 631]
cable-text: London, August 20. The Liberal and Conservative Press, commenting on the recent modification by Russia of her proposals regarding the occupancy of the Zulfikar Pass, generally express their distrust of them. August 22. The Orient Co.'s R.M.S. John Elder, en route for Australia, has been detained at Port Said, owing to a slight accident to her machinery. She is expected to resume her voyage in about five days' time. The hulk of the frozen meat ex ship Mataura, from Napier, has been examined, and found to be in good condition. The recent unfavorable accounts of the English hop crop are borne out by later advices, and the forthcoming yield is expected to be both very short in quantity, and extremely inferior in quality. New York, August 22. The St. Petersburg correspondent of the New York Herald confirms the statement that Russia has waived her claims to the occupation of the Zulfikar Pass. Madrid, August 22. The action of Germany in regard to the Caroline Islands has caused great excitement in this city, and an anti-German feeling is rapidly growing into existence. Diplomatic tension between the two countries is so great at the present time that an open rupture is menaced. — [481, 256, 633, 462]
around-sub: (From our Auckland Correspondent.) — [499, 653, 615, 661]
schedule-text: 24th—Monday, at 4 30 afternoon | 26th—Wednesday, at 7.45 morning | 27th—Thursday, at 8 morning | 28th—Friday, at 8 morning | 29th—Saturday, at 8 morning — [7, 105, 159, 136]
special-label: [Specials to the Press Association.] — [502, 463, 612, 470]
sched-head: From Auckland. — [57, 338, 108, 346]
correspondent-text: Our Auckland correspondent writes that "The interest in increasing in W. L. Rees' idea of amalgamating labor and capital, and making producers, capitalists, and consumers partners under the Joint Stock system. The leading men in Auckland are taking the subject in hand, and now the prospectus of a company upon the principle enunciated is published, and the executive committee includes the names of the Mayor of Auckland, the Hon. W. Swanson, Mr J. Peacock, M.H.R., Rev. W. Tebbs, and a dozen or so well known citizens. Mr Rees proposes visiting the Thames, and addressing meetings upon the scheme propounded by him. Wherever he has had meetings in Auckland, numbers of his hearers have taken up shares in the project. Mr Rees leaves for England as soon as certain preliminary matters are arranged." — [165, 761, 317, 898]
section-heading-mission: The Anglican Mission. — [494, 112, 620, 124]
column-6 — [795, 20, 953, 1446]
returns-text: Moanataiari.—A crushing for Dare and party has produced 17ozs 2dwts gold. Kurunui Hill.—Catran and party have banked 9ozs 12dwts gold. — [797, 189, 949, 220]
sched-head: From Thames. — [60, 96, 105, 104]
cell: Junction and Paeroa — [8, 631, 92, 639]
cell: 9 55 — [92, 972, 116, 980]
post-sub: Mails Close— — [61, 1005, 104, 1013]
around-text: Auckland, Saturday. The Nouvelle Revue speaks thusly about that radical (oh, embodiment of vice), Sir Chas. Dilke: "Being an advocate of cremation, he had his young wife cremated because he would not give her over to decomposition (I wonder what else cremation is). Another woman made him glow with a gentle flame." I wonder whether this is "writ sarkastik." The latter lady, it seems, was already married, but such slight impediments were soon overcome. "She breaks the ties which enchain her, and shares the life she has conquered." Eolian, this, with a vengeance. I remember one of Conway's poems, the refrain of which ran— "Some homes are by God, By endless ties, by countless sea, But I—I love you with enough To leave you love, if needs must be." Probably Mrs Dilke No. 2 quoted this to her liege lord No. 1. Not to know anything about Karangahake is not to know anything at all, at this present time in Auckland. To do cover "silver threads among the gold" at one time was supposed to be a sad event, but when the silver runs a thousand ounces and the gold but a few carats (no allusion to sweet auburn) sentiment is at a discount. The general opinion among people here is that there is "money in it." If they had only woke to this fact years ago, and helped to get it out, probably both they and "the hill" would have been the better by this. I am glad to see that there is an agitation re the Paeroa Karangahake road. I speak very feelingly on the subject, having in "days that have ceased to be" dropped words upon that road from the top of a pack which I devoutly trust none of the local clergy picked up. As one old digger observed, "The road is very good, when you get down to it." He also spoke feelingly, having "been down to it" several times handicapped by John Barleycorn. The dramatic kaleidoscope has had another turn. We are now at both houses quite too transcendently supernatural—Sorcery at the Opera House, Spiritualism at the Theatre. At the one the leading spirits are Mrs Kilgour, Mrs Stephenson, Mr Taylor and Mr Percy Duntey at the latter. I am sorry to state that, being residents in other state or states, I am unable to give their names. By means of Mrs Baldwin, they informed Dr Walker that "Hugh — [481, 662, 633, 1034]
exchange-time: 3 p.m. — [138, 804, 159, 812]
section-heading-cablegrams: CALOGRAMS. — [487, 234, 626, 246]
cell: 6 27 — [116, 972, 138, 980]
advert-text: "Rough on Corns."—Ask for Wells "Rough on Corns." Quick relief, complete, permanent cure. Corns, warts, bunions. Kempthorne Prosser and Co., Agents, Auckland. Two American Co.'s Hop Bitters once and you will use no other medicine. Test it. Take no other. Be sure and read, — [955, 1107, 1107, 1153]
cell: 5s 0d — [123, 615, 157, 623]
cell: 9 37 — [67, 972, 92, 980]
cell: 12s 6d — [123, 639, 157, 647]
steam-auckland-title-2: STEAM TO AUCKLAND. — [33, 262, 132, 272]
cell: 6 23 — [92, 923, 116, 931]
fares-col: Single. — [92, 606, 124, 614]
